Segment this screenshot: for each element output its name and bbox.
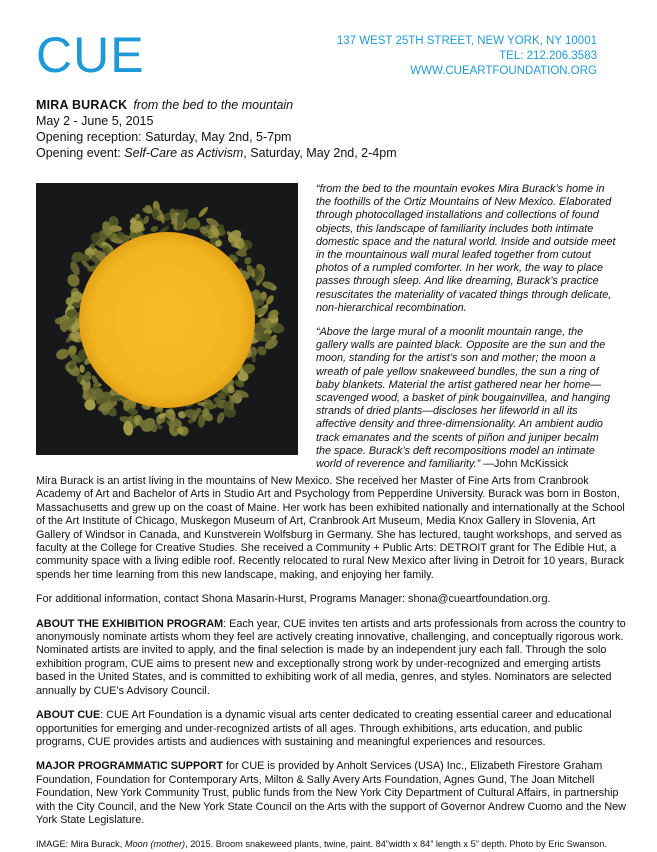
body-text: [36, 475, 626, 852]
quote-paragraph-1: [316, 183, 616, 315]
caption-suffix: , 2015. Broom snakeweed plants, twine, paint. 84”width x 84” length x 5” depth. Photo by Eric Swanson.: [185, 839, 607, 850]
artist-bio: Mira Burack is an artist living in the mountains of New Mexico. She received her Master of Fine Arts from Cranbrook Academy of Art and Bachelor of Arts in Studio Art and Psychology from Pepperdine University. Burack was born in Boston, Massachusetts and grew up on the coast of Maine. Her work has been exhibited nationally and internationally at the School of the Art Institute of Chicago, Muskegon Museum of Art, Cranbrook Art Museum, Media Knox Gallery in Slovenia, Art Gallery of Windsor in Canada, and Kunstverein Wolfsburg in Germany. She has lectured, taught workshops, and served as faculty at the College for Creative Studies. She received a Community + Public Arts: DETROIT grant for The Edible Hut, a community space with a living edible roof. Recently relocated to rural New Mexico after living in Detroit for 10 years, Burack spends her time learning from this new landscape, making, and enjoying her family.: [36, 475, 625, 581]
address-block: [337, 34, 597, 79]
artwork-image: [36, 183, 298, 455]
phone-number: TEL: 212.206.3583: [499, 50, 597, 62]
artwork-moon-mother: [36, 183, 298, 455]
about-cue: [36, 709, 626, 749]
quote-p1-open: “from the bed to the mountain: [316, 183, 458, 195]
snakeweed-bundle: [239, 241, 245, 248]
quote-p1-body: evokes Mira Burack’s home in the foothills of the Ortiz Mountains of New Mexico. Elaborated through photocollaged installations and collections of found objects, this landscape of familiarity includes both intimate domestic space and the natural world. Inside and outside meet in the mountainous wall mural leafed together from cutout photos of a rumpled comforter. In her work, the way to place passes through sleep. And like dreaming, Burack’s practice resuscitates the materiality of vacated things through delicate, non-hierarchical recombination.: [316, 183, 616, 314]
opening-event-title: Self-Care as Activism: [124, 146, 244, 160]
about-heading: ABOUT CUE: [36, 709, 101, 722]
artist-name: MIRA BURACK: [36, 98, 128, 112]
cue-logo: CUE: [36, 27, 145, 83]
opening-event-suffix: , Saturday, May 2nd, 2-4pm: [243, 146, 397, 160]
exhibition-title: from the bed to the mountain: [133, 98, 294, 112]
opening-event-prefix: Opening event:: [36, 146, 121, 160]
about-text: : CUE Art Foundation is a dynamic visual arts center dedicated to creating essential career and educational opportunities for emerging and under-recognized artists of all ages. Through exhibitions, arts education, and public programs, CUE provides artists and audiences with sustaining and meaningful experiences and resources.: [36, 709, 612, 748]
exhibition-heading: [36, 97, 616, 113]
curatorial-quote: [316, 183, 616, 482]
quote-paragraph-2: [316, 326, 616, 471]
quote-attribution: —John McKissick: [480, 458, 569, 471]
support-heading: MAJOR PROGRAMMATIC SUPPORT: [36, 760, 223, 773]
program-heading: ABOUT THE EXHIBITION PROGRAM: [36, 617, 224, 630]
exhibition-dates: May 2 - June 5, 2015: [36, 114, 154, 128]
yellow-disc: [79, 232, 255, 408]
snakeweed-bundle: [202, 408, 209, 416]
street-address: 137 WEST 25TH STREET, NEW YORK, NY 10001: [336, 35, 597, 47]
caption-prefix: IMAGE: Mira Burack,: [36, 839, 125, 850]
support-text: for CUE is provided by Anholt Services (USA) Inc., Elizabeth Firestore Graham Foundation, Foundation for Contemporary Arts, Milton & Sally Avery Arts Foundation, Agnes Gund, The Joan Mitchell Foundation, New York Community Trust, public funds from the New York City Department of Cultural Affairs, in partnership with the City Council, and the New York State Council on the Arts with the support of Governor Andrew Cuomo and the New York State Legislature.: [36, 760, 626, 826]
website-link[interactable]: WWW.CUEARTFOUNDATION.ORG: [410, 65, 597, 77]
exhibition-info: [36, 97, 616, 161]
programmatic-support: [36, 760, 626, 827]
opening-reception: Opening reception: Saturday, May 2nd, 5-7pm: [36, 130, 292, 144]
contact-info: For additional information, contact Shona Masarin-Hurst, Programs Manager: shona@cueartfoundation.org.: [36, 593, 551, 606]
caption-work-title: Moon (mother): [124, 839, 186, 850]
quote-p2-text: “Above the large mural of a moonlit mountain range, the gallery walls are painted black. Opposite are the sun and the moon, standing for the artist’s son and mother; the moon a wreath of pale yellow snakeweed bundles, the sun a ring of baby blankets. Material the artist gathered near her home—scavenged wood, a basket of pink bougainvillea, and hanging strands of dried plants—discloses her lifeworld in all its affective density and three-dimensionality. An ambient audio track emanates and the scents of piñon and juniper becalm the space. Burack’s deft recompositions model an intimate world of reverence and familiarity.”: [316, 326, 611, 471]
opening-event: [36, 145, 616, 161]
exhibition-program: [36, 618, 626, 698]
program-text: : Each year, CUE invites ten artists and arts professionals from across the country to anonymously nominate artists whom they feel are actively creating innovative, challenging, and conceptually rigorous work. Nominated artists are invited to apply, and the final selection is made by an independent jury each fall. Through the solo exhibition program, CUE aims to present new and exceptionally strong work by under-recognized and emerging artists based in the United States, and is committed to exhibiting work of all media, genres, and styles. Nominators are selected annually by CUE’s Advisory Council.: [36, 617, 626, 697]
